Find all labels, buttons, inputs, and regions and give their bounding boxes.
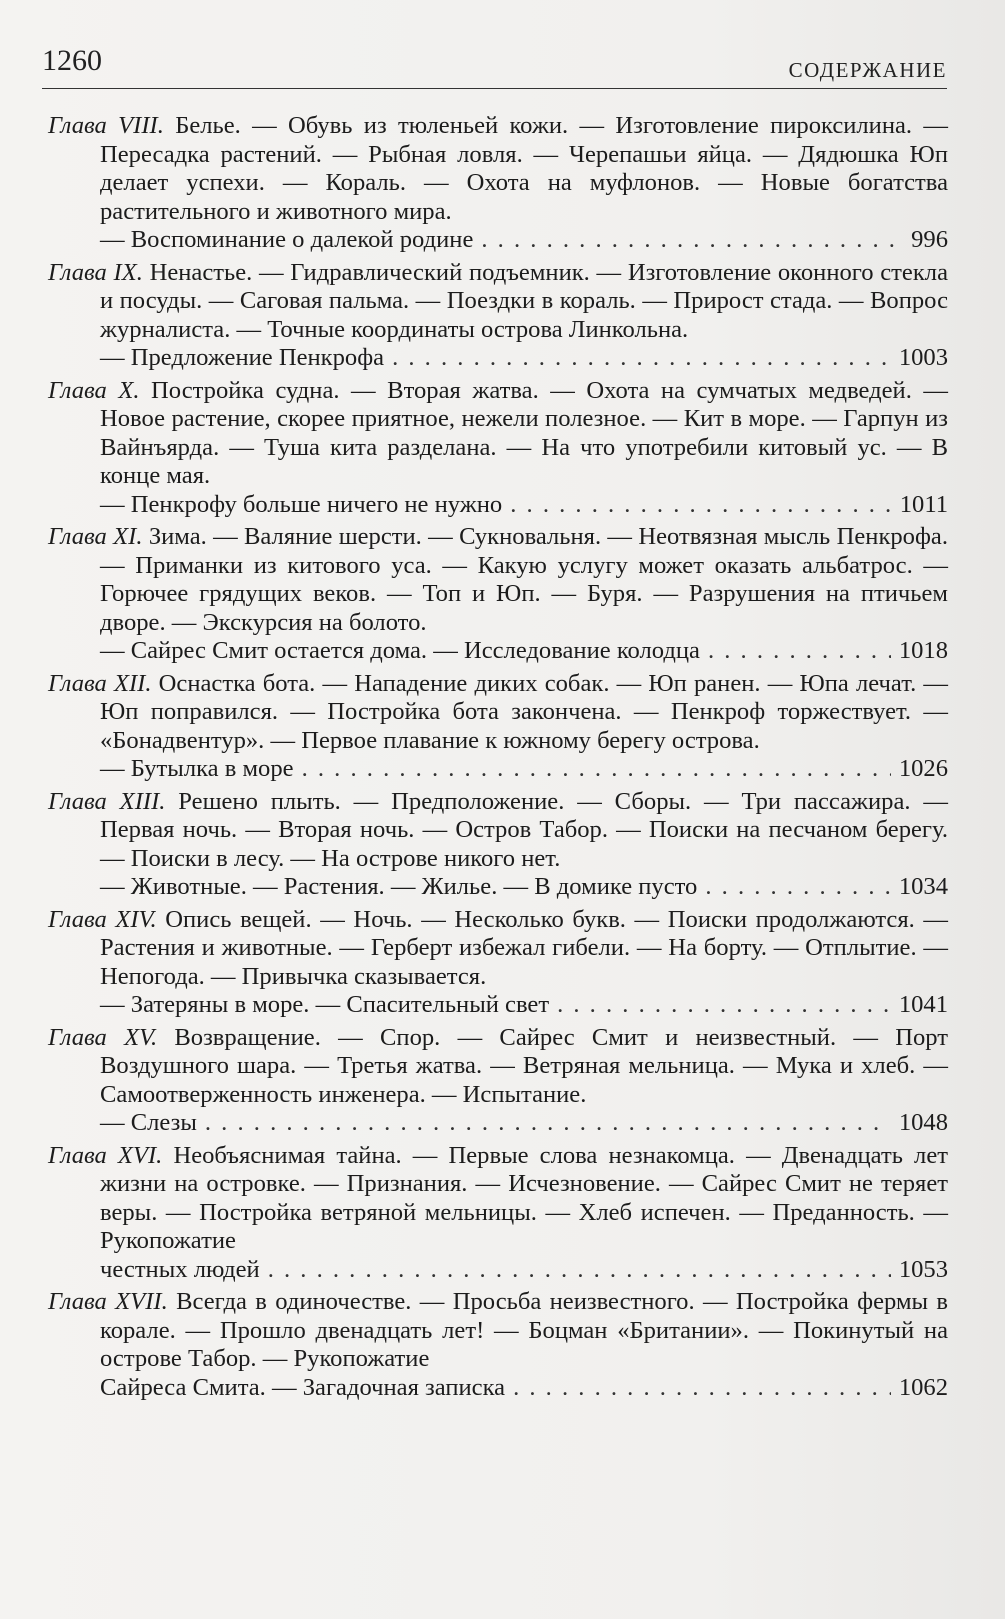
chapter-label: Глава VIII.	[48, 112, 164, 139]
toc-entry-text	[48, 112, 948, 226]
chapter-summary-end: честных людей	[100, 1255, 260, 1283]
chapter-summary: Необъяснимая тайна. — Первые слова незнакомца. — Двенадцать лет жизни на островке. — Признания. — Исчезновение. — Сайрес Смит не теряет веры. — Постройка ветряной мельницы. — Хлеб испечен. — Преданность. — Рукопожатие	[100, 1141, 948, 1254]
chapter-summary-end: — Бутылка в море	[100, 755, 294, 782]
page-header	[42, 44, 947, 86]
toc-entry-text	[48, 523, 948, 637]
chapter-label: Глава XIII.	[48, 787, 166, 815]
toc-entry-chapter-16	[48, 1142, 948, 1285]
toc-entry-text	[48, 259, 948, 345]
dot-leader	[708, 637, 891, 666]
chapter-summary: Возвращение. — Спор. — Сайрес Смит и неизвестный. — Порт Воздушного шара. — Третья жатва. — Ветряная мельница. — Мука и хлеб. — Самоотверженность инженера. — Испытание.	[100, 1023, 949, 1108]
toc-entry-chapter-17	[48, 1288, 948, 1402]
chapter-summary-end: Сайреса Смита. — Загадочная записка	[100, 1373, 506, 1401]
toc-entry-text	[48, 670, 948, 756]
header-rule	[42, 88, 947, 89]
running-title: СОДЕРЖАНИЕ	[788, 58, 947, 82]
toc-entry-final-line	[48, 991, 948, 1020]
page-reference: 1062	[898, 1373, 948, 1401]
chapter-label: Глава IX.	[48, 258, 143, 286]
dot-leader	[302, 755, 891, 784]
toc-entry-final-line	[48, 637, 948, 666]
page-reference: 1018	[898, 637, 948, 664]
dot-leader	[481, 226, 903, 255]
toc-entry-chapter-12	[48, 670, 948, 784]
toc-entry-final-line	[48, 1374, 948, 1403]
chapter-label: Глава XVI.	[48, 1141, 163, 1169]
dot-leader	[268, 1256, 891, 1285]
page-reference: 1026	[898, 755, 948, 782]
toc-entry-final-line	[48, 755, 948, 784]
dot-leader	[510, 491, 892, 520]
chapter-label: Глава XV.	[48, 1023, 158, 1051]
table-of-contents	[48, 112, 948, 1406]
toc-entry-text	[48, 377, 948, 491]
chapter-summary: Решено плыть. — Предположение. — Сборы. — Три пассажира. — Первая ночь. — Вторая ночь. — Остров Табор. — Поиски на песчаном берегу. — Поиски в лесу. — На острове никого нет.	[100, 787, 948, 872]
chapter-summary-end: — Затеряны в море. — Спасительный свет	[100, 991, 550, 1018]
page-reference: 1011	[899, 490, 948, 518]
chapter-label: Глава XIV.	[48, 905, 157, 933]
chapter-summary-end: — Слезы	[100, 1109, 197, 1136]
chapter-summary: Оснастка бота. — Нападение диких собак. — Юп ранен. — Юпа лечат. — Юп поправился. — Постройка бота закончена. — Пенкроф торжествует. — «Бонадвентур». — Первое плавание к южному берегу острова.	[100, 669, 948, 754]
chapter-summary: Ненастье. — Гидравлический подъемник. — Изготовление оконного стекла и посуды. — Саговая пальма. — Поездки в кораль. — Прирост стада. — Вопрос журналиста. — Точные координаты острова Линкольна.	[100, 258, 948, 343]
chapter-summary-end: — Пенкрофу больше ничего не нужно	[100, 490, 503, 518]
chapter-summary-end: — Животные. — Растения. — Жилье. — В домике пусто	[100, 873, 698, 900]
chapter-summary: Белье. — Обувь из тюленьей кожи. — Изготовление пироксилина. — Пересадка растений. — Рыбная ловля. — Черепашьи яйца. — Дядюшка Юп делает успехи. — Кораль. — Охота на муфлонов. — Новые богатства растительного и животного мира.	[100, 112, 948, 225]
toc-entry-final-line	[48, 226, 948, 255]
page-number: 1260	[42, 44, 102, 77]
toc-entry-chapter-13	[48, 788, 948, 902]
toc-entry-text	[48, 906, 948, 992]
chapter-summary-end: — Предложение Пенкрофа	[100, 344, 385, 371]
toc-entry-chapter-9	[48, 259, 948, 373]
page-reference: 1034	[898, 873, 948, 900]
chapter-summary-end: — Воспоминание о далекой родине	[100, 226, 474, 253]
page-reference: 1053	[898, 1255, 948, 1283]
toc-entry-chapter-10	[48, 377, 948, 520]
toc-entry-text	[48, 1288, 948, 1374]
toc-entry-chapter-11	[48, 523, 948, 666]
chapter-label: Глава XI.	[48, 523, 143, 550]
chapter-label: Глава XII.	[48, 669, 152, 697]
page-reference: 1048	[898, 1109, 948, 1136]
chapter-label: Глава X.	[48, 376, 140, 404]
toc-entry-final-line	[48, 873, 948, 902]
page-reference: 1003	[898, 344, 948, 371]
toc-entry-final-line	[48, 1109, 948, 1138]
dot-leader	[557, 991, 891, 1020]
dot-leader	[205, 1109, 891, 1138]
toc-entry-text	[48, 1142, 948, 1256]
chapter-label: Глава XVII.	[48, 1288, 168, 1315]
toc-entry-final-line	[48, 1256, 948, 1285]
dot-leader	[705, 873, 890, 902]
chapter-summary: Зима. — Валяние шерсти. — Сукновальня. — Неотвязная мысль Пенкрофа. — Приманки из китового уса. — Какую услугу может оказать альбатрос. — Горючее грядущих веков. — Топ и Юп. — Буря. — Разрушения на птичьем дворе. — Экскурсия на болото.	[100, 523, 948, 636]
chapter-summary: Опись вещей. — Ночь. — Несколько букв. — Поиски продолжаются. — Растения и животные. — Герберт избежал гибели. — На борту. — Отплытие. — Непогода. — Привычка сказывается.	[100, 905, 949, 990]
toc-entry-chapter-15	[48, 1024, 948, 1138]
toc-entry-final-line	[48, 344, 948, 373]
toc-entry-text	[48, 1024, 948, 1110]
page-reference: 1041	[898, 991, 948, 1018]
page-reference: 996	[911, 226, 948, 253]
chapter-summary-end: — Сайрес Смит остается дома. — Исследование колодца	[100, 637, 700, 664]
toc-entry-chapter-8	[48, 112, 948, 255]
chapter-summary: Всегда в одиночестве. — Просьба неизвестного. — Постройка фермы в корале. — Прошло двенадцать лет! — Боцман «Британии». — Покинутый на острове Табор. — Рукопожатие	[100, 1288, 948, 1372]
toc-entry-chapter-14	[48, 906, 948, 1020]
dot-leader	[513, 1374, 891, 1403]
dot-leader	[392, 344, 891, 373]
toc-entry-text	[48, 788, 948, 874]
toc-entry-final-line	[48, 491, 948, 520]
chapter-summary: Постройка судна. — Вторая жатва. — Охота на сумчатых медведей. — Новое растение, скорее приятное, нежели полезное. — Кит в море. — Гарпун из Вайнъярда. — Туша кита разделана. — На что употребили китовый ус. — В конце мая.	[100, 376, 948, 489]
